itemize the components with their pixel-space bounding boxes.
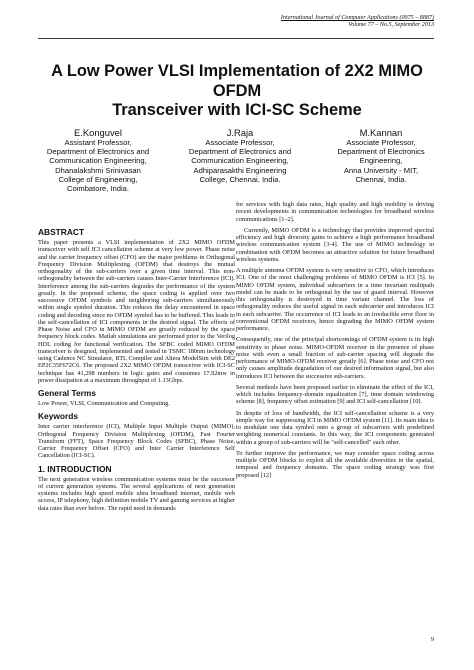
author-name: M.Kannan: [359, 127, 403, 138]
keywords-heading: Keywords: [38, 411, 79, 422]
abstract-heading: ABSTRACT: [38, 227, 85, 237]
body-paragraph: for services with high data rates, high quality and high mobility is driving recent developments in communication technologies for broadband wireless communications [1–2].: [236, 201, 434, 223]
author-affiliation-line: College of Engineering,: [58, 174, 138, 184]
author-affiliation-line: Chennai, India.: [355, 174, 407, 184]
author-affiliation-line: Anna University - MIT,: [343, 165, 419, 175]
volume-info: Volume 77 – No.5, September 2013: [348, 22, 434, 29]
author-name: J.Raja: [226, 127, 254, 138]
title-line-1: A Low Power VLSI Implementation of 2X2 MIMO OFDM: [51, 62, 423, 100]
keywords-text: Inter carrier interference (ICI), Multiple Input Multiple Output (MIMO), Orthogonal Frequency Division Multiplexing (OFDM), Fast Fourier Transform (FFT), Space Frequency Block Codes (SFBC), Phase Noise, Carrier Frequency Offset (CFO) and Inter Carrier Interference Self Cancellation (ICI-SC).: [38, 423, 235, 460]
body-paragraph: A multiple antenna OFDM system is very sensitive to CFO, which introduces ICI. One of the most challenging problems of MIMO OFDM is ICI [5]. In MIMO OFDM system, individual subcarriers in a time invariant multipath model can be made to be orthogonal by the use of guard interval. However this orthogonality is destroyed in time variant channel. The loss of orthogonality reduces the useful signal in each subcarrier and introduces ICI in each subcarrier. The occurrence of ICI leads to an irreducible error floor in conventional OFDM receivers, hence degrading the MIMO OFDM system performance.: [236, 267, 434, 332]
body-paragraph: To further improve the performance, we may consider space coding across multiple OFDM blocks to exploit all the available diversities in the spatial, temporal and frequency domains. The space coding strategy was first proposed [12]: [236, 449, 434, 479]
author-affiliation-line: Department of Electronics and: [188, 147, 292, 157]
body-paragraph: Consequently, one of the principal shortcomings of OFDM system is its high sensitivity to phase noise. MIMO-OFDM receiver in the presence of phase noise with even a small fraction of sub-carrier spacing will degrade the performance of MIMO-OFDM receiver greatly [6]. Phase noise and CFO not only causes amplitude degradation of our desired information signal, but also introduces ICI between the successive sub-carriers.: [236, 336, 434, 380]
author-block-1: [18, 127, 178, 193]
journal-name: International Journal of Computer Applications (0975 – 8887): [280, 15, 434, 21]
author-affiliation-line: Dhanalakshmi Srinivasan: [55, 165, 141, 175]
introduction-heading: 1. INTRODUCTION: [38, 463, 112, 474]
author-affiliation-line: Coimbatore, India.: [66, 184, 130, 194]
author-block-2: [165, 127, 315, 184]
author-affiliation-line: College, Chennai, India.: [199, 174, 281, 184]
author-block-3: [305, 127, 457, 184]
page-number: 9: [430, 636, 434, 643]
body-paragraph: Currently, MIMO OFDM is a technology that provides improved spectral efficiency and high diversity gains to achieve a high performance broadband wireless communication system [3-4]. The use of MIMO technology in combination with OFDM becomes an attractive solution for future broadband wireless systems.: [236, 226, 434, 263]
journal-header: [174, 15, 434, 30]
author-affiliation-line: Department of Electronics and: [46, 147, 150, 157]
author-affiliation-line: Assistant Professor,: [64, 138, 132, 147]
author-affiliation-line: Communication Engineering,: [49, 156, 147, 166]
author-affiliation-line: Adhiparasakthi Engineering: [193, 165, 287, 175]
abstract-text: This paper presents a VLSI implementation of 2X2 MIMO OFDM transceiver with self ICI cancellation scheme at very low power. Phase noise and the carrier frequency offset (CFO) are the major problems in Orthogonal Frequency Division Multiplexing (OFDM) that destroys the mutual orthogonality of the sub-carriers over a given time interval. This non-orthogonality between the sub-carriers causes Inter-Carrier Interference (ICI). Interference among the sub-carriers degrades the performance of the system greatly. In the proposed scheme, the space coding is applied over two successive OFDM symbols and neighboring sub-carriers simultaneously within single symbol duration. This reduces the delay encountered in space coding and decoding since no OFDM symbol has to be buffered. This leads to the self-cancellation of ICI components in the desired signal. The effects of Phase Noise and CFO in MIMO OFDM are greatly reduced by the space frequency block codes. Matlab simulations are performed prior to the Verilog HDL coding for functional verification. The SFBC coded MIMO OFDM transceiver is designed, implemented and tested in TSMC 180nm technology using Cadence NC Simulator, RTL Compiler and Altera ModelSim with DE2 EP2C35F672C6. The proposed 2X2 MIMO OFDM transceiver with ICI-SC technique has 41,298 numbers in logic gates and consumes 17.92mw in power dissipation at a maximum throughput of 1.13Gbps.: [38, 239, 235, 384]
body-paragraph: Several methods have been proposed earlier to eliminate the effect of the ICI, which includes frequency-domain equalization [7], time domain windowing scheme [8], frequency offset estimation [9] and ICI self-cancellation [10].: [236, 383, 434, 406]
left-column: [38, 227, 235, 516]
general-terms-heading: General Terms: [38, 388, 97, 398]
title-line-2: Transceiver with ICI-SC Scheme: [112, 101, 362, 119]
body-paragraph: In despite of loss of bandwidth, the ICI self-cancellation scheme is a very simple way for suppressing ICI in MIMO OFDM system [11]. Its main idea is to modulate one data symbol onto a group of subcarriers with predefined weighting numerical constants. In this way, the ICI components generated within a group of sub-carriers will be "self-cancelled" each other.: [236, 409, 434, 446]
header-rule: [38, 38, 434, 39]
author-affiliation-line: Engineering,: [359, 156, 403, 166]
general-terms-text: Low Power, VLSI, Communication and Computing.: [38, 400, 170, 407]
introduction-text: The next generation wireless communication systems must be the successor of current generation systems. The several applications of next generation systems includes high speed mobile ultra broadband internet, mobile web access, IP telephony, high definition mobile TV and gaming services at higher data rates than ever before. The rapid need in demands: [38, 475, 235, 512]
author-affiliation-line: Associate Professor,: [346, 138, 416, 147]
author-affiliation-line: Associate Professor,: [205, 138, 275, 147]
author-name: E.Konguvel: [74, 127, 122, 138]
author-affiliation-line: Communication Engineering,: [191, 156, 289, 166]
paper-title: [30, 62, 444, 121]
right-column: [236, 201, 434, 483]
author-affiliation-line: Department of Electronics: [337, 147, 425, 157]
